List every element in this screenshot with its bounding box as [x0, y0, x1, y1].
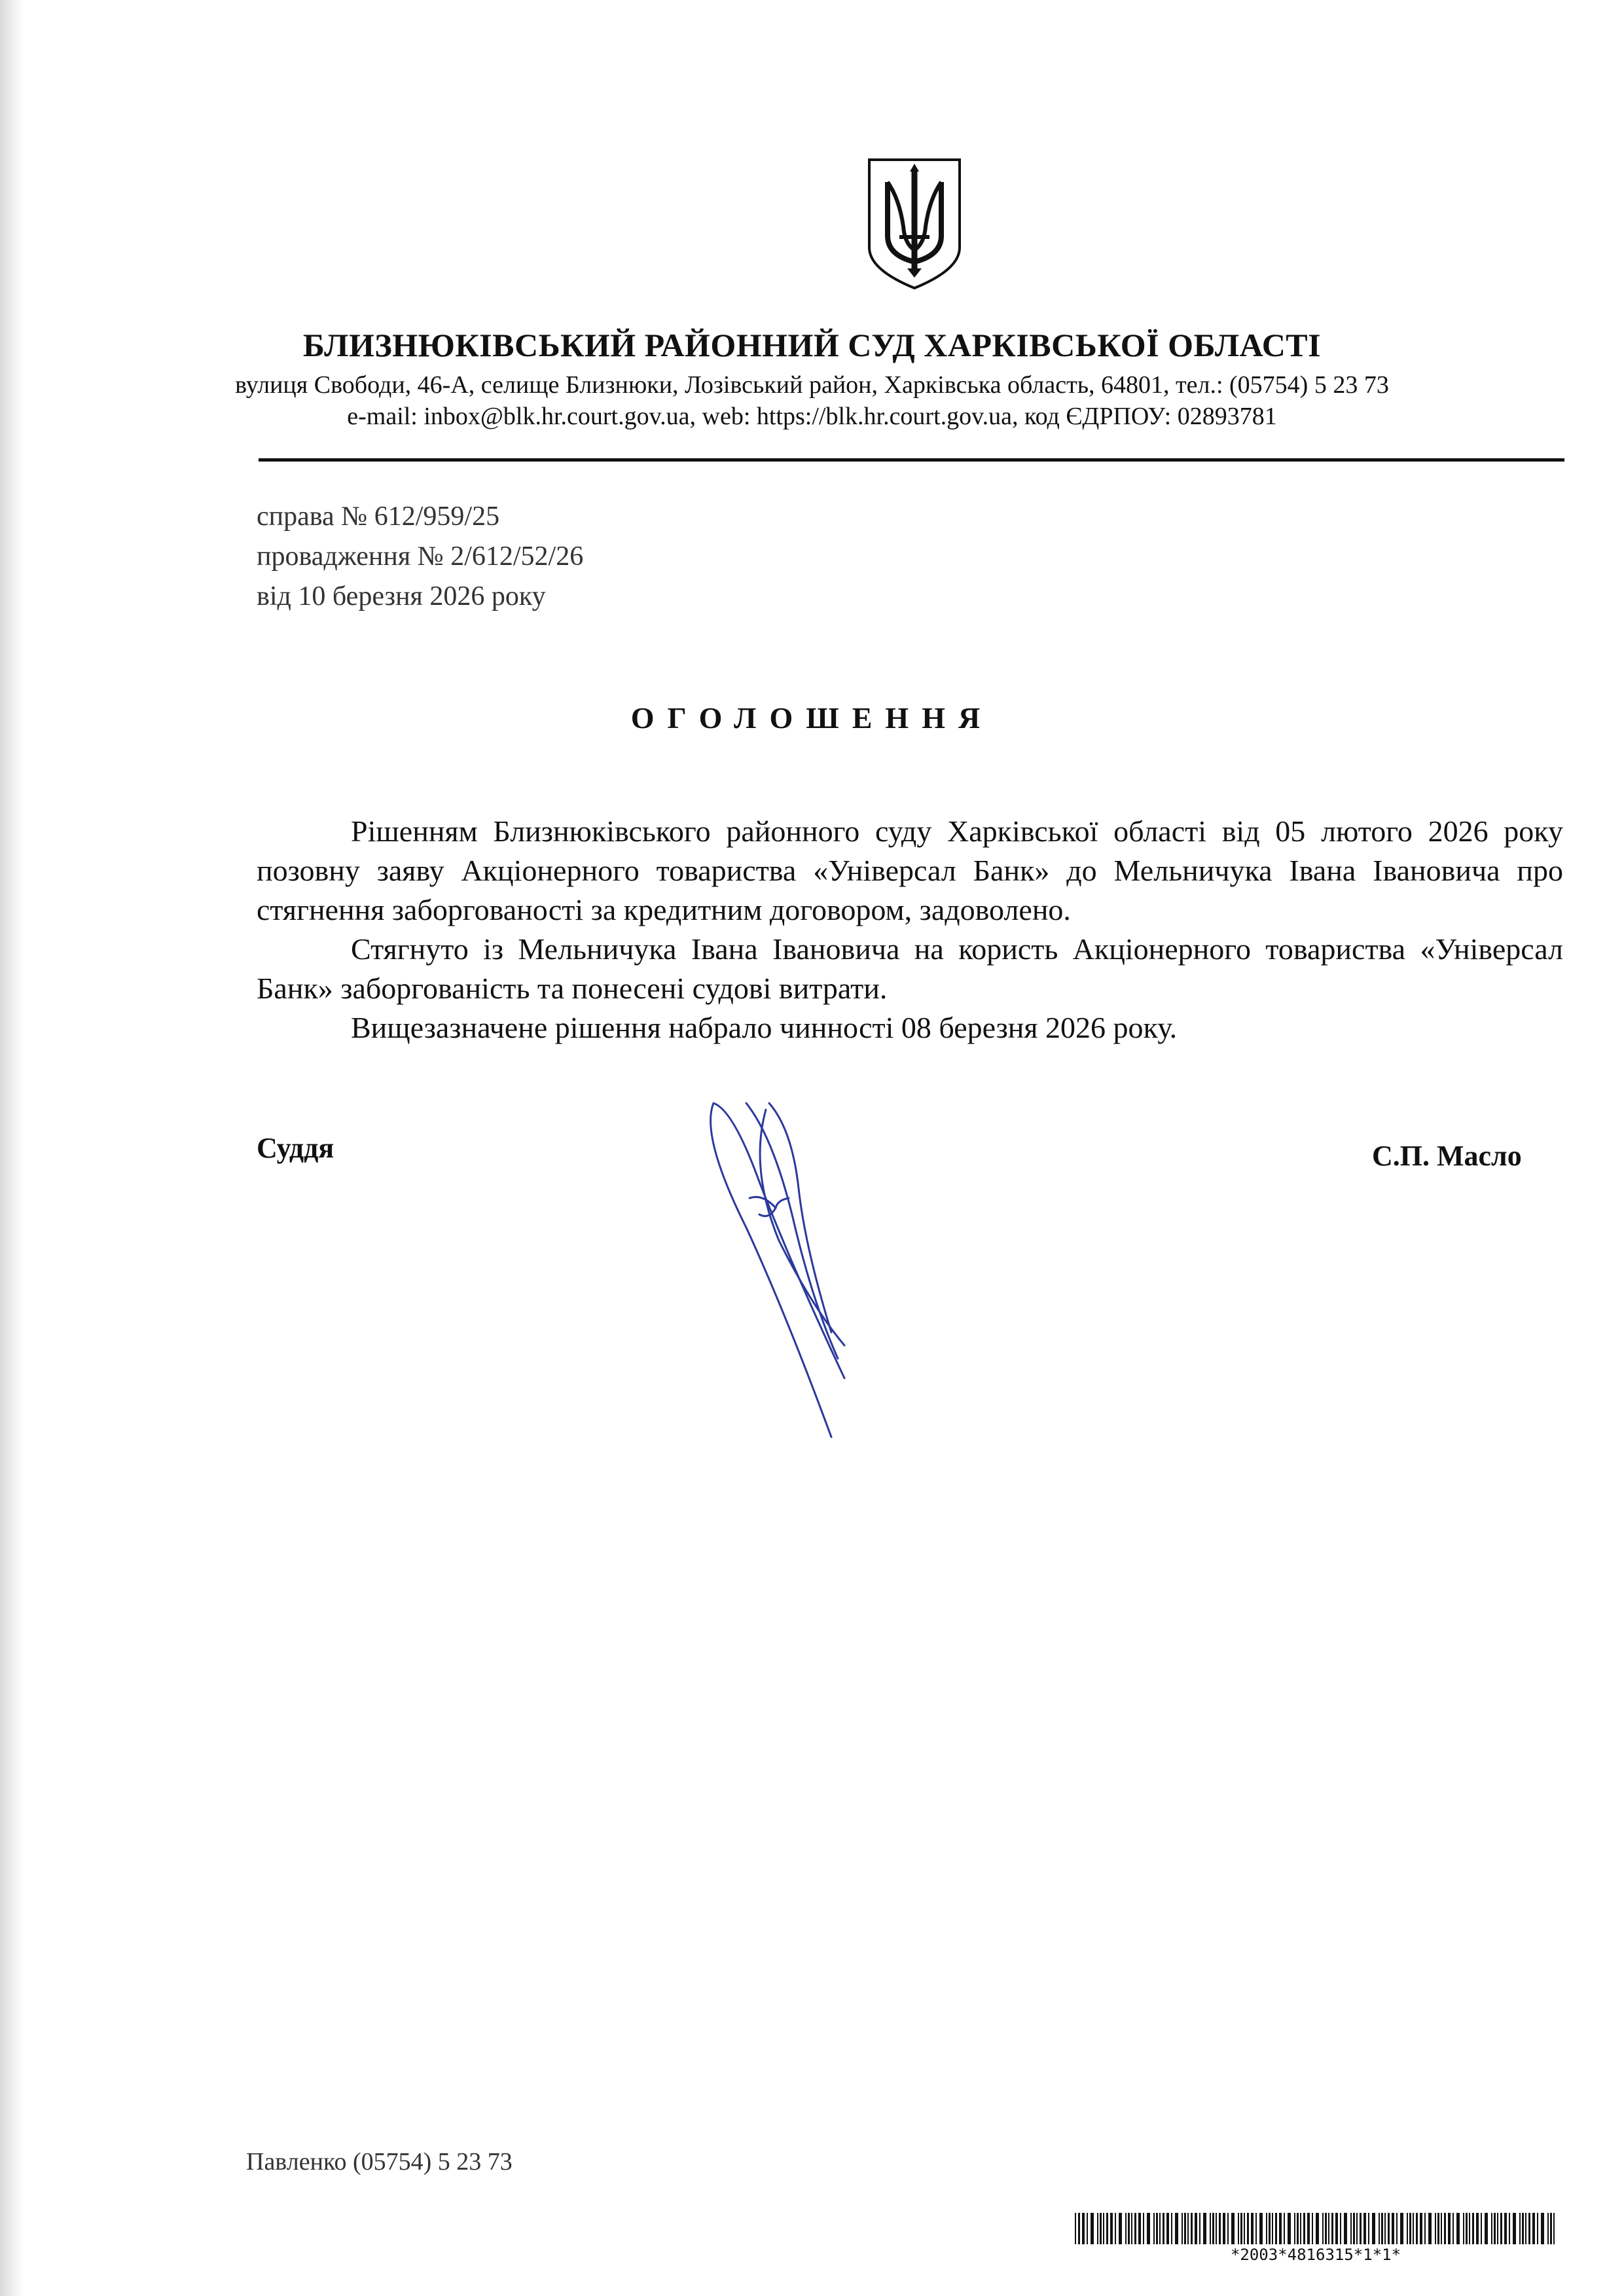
barcode-bar	[1466, 2213, 1468, 2244]
barcode-bar	[1082, 2213, 1085, 2244]
barcode-bar	[1453, 2213, 1454, 2244]
barcode-bar	[1441, 2213, 1442, 2244]
barcode-bar	[1163, 2213, 1164, 2244]
barcode-bar	[1392, 2213, 1394, 2244]
barcode-bar	[1231, 2213, 1235, 2244]
barcode-bar	[1199, 2213, 1200, 2244]
barcode-bar	[1532, 2213, 1535, 2244]
barcode-bar	[1115, 2213, 1116, 2244]
barcode-bar	[1344, 2213, 1347, 2244]
barcode-bar	[1553, 2213, 1555, 2244]
barcode-bar	[1284, 2213, 1285, 2244]
barcode-bar	[1504, 2213, 1507, 2244]
barcode-bar	[1384, 2213, 1386, 2244]
judge-name: С.П. Масло	[1372, 1140, 1522, 1172]
barcode-bar	[1078, 2213, 1080, 2244]
barcode-bar	[1372, 2213, 1375, 2244]
barcode-bar	[1219, 2213, 1221, 2244]
barcode-bar	[1147, 2213, 1150, 2244]
barcode-bar	[1182, 2213, 1183, 2244]
barcode-bar	[1547, 2213, 1549, 2244]
barcode-bar	[1303, 2213, 1305, 2244]
barcode-bar	[1360, 2213, 1362, 2244]
court-contacts: e-mail: inbox@blk.hr.court.gov.ua, web: https://blk.hr.court.gov.ua, код ЄДРПОУ: 02893781	[347, 403, 1277, 430]
barcode-bar	[1106, 2213, 1108, 2244]
case-number: справа № 612/959/25	[257, 501, 500, 532]
barcode-bar	[1463, 2213, 1464, 2244]
barcode-bar	[1131, 2213, 1132, 2244]
barcode-bar	[1128, 2213, 1130, 2244]
barcode-bar	[1238, 2213, 1239, 2244]
barcode-bar	[1103, 2213, 1104, 2244]
barcode-text: *2003*4816315*1*1*	[1230, 2246, 1401, 2264]
barcode-bar	[1134, 2213, 1136, 2244]
barcode-bar	[1472, 2213, 1474, 2244]
barcode-bar	[1388, 2213, 1390, 2244]
barcode-bar	[1485, 2213, 1488, 2244]
barcode-bar	[1491, 2213, 1492, 2244]
barcode-bar	[1240, 2213, 1242, 2244]
barcode-bar	[1138, 2213, 1141, 2244]
executor-contact: Павленко (05754) 5 23 73	[246, 2148, 513, 2176]
barcode-bar	[1307, 2213, 1310, 2244]
barcode-bar	[1437, 2213, 1439, 2244]
barcode-bar	[1297, 2213, 1299, 2244]
barcode-bar	[1379, 2213, 1380, 2244]
barcode-bar	[1143, 2213, 1144, 2244]
barcode-bar	[1195, 2213, 1197, 2244]
barcode-bar	[1456, 2213, 1460, 2244]
barcode-icon	[1074, 2213, 1558, 2244]
barcode-bar	[1363, 2213, 1366, 2244]
barcode-bar	[1428, 2213, 1432, 2244]
barcode-bar	[1368, 2213, 1369, 2244]
barcode-bar	[1316, 2213, 1319, 2244]
barcode-bar	[1279, 2213, 1282, 2244]
barcode-bar	[1528, 2213, 1530, 2244]
barcode-bar	[1171, 2213, 1172, 2244]
barcode-bar	[1251, 2213, 1254, 2244]
barcode-bar	[1091, 2213, 1094, 2244]
barcode-bar	[1335, 2213, 1338, 2244]
barcode-bar	[1525, 2213, 1526, 2244]
barcode-bar	[1413, 2213, 1414, 2244]
court-name: БЛИЗНЮКІВСЬКИЙ РАЙОННИЙ СУД ХАРКІВСЬКОЇ ОБЛАСТІ	[302, 327, 1322, 363]
barcode-bar	[1416, 2213, 1418, 2244]
barcode-bar	[1110, 2213, 1113, 2244]
barcode-bar	[1350, 2213, 1352, 2244]
barcode-bar	[1409, 2213, 1411, 2244]
barcode-bar	[1269, 2213, 1271, 2244]
barcode-bar	[1255, 2213, 1257, 2244]
barcode-bar	[1322, 2213, 1324, 2244]
barcode-bar	[1500, 2213, 1502, 2244]
barcode-bar	[1100, 2213, 1102, 2244]
barcode-bar	[1448, 2213, 1451, 2244]
barcode-bar	[1275, 2213, 1277, 2244]
barcode-bar	[1396, 2213, 1398, 2244]
barcode-bar	[1153, 2213, 1155, 2244]
document-date: від 10 березня 2026 року	[257, 581, 546, 611]
barcode-bar	[1476, 2213, 1479, 2244]
header-divider	[259, 458, 1564, 462]
barcode-bar	[1381, 2213, 1383, 2244]
barcode-bar	[1300, 2213, 1301, 2244]
proceeding-number: провадження № 2/612/52/26	[257, 541, 584, 572]
barcode-bar	[1537, 2213, 1538, 2244]
handwritten-signature	[694, 1084, 890, 1463]
barcode-bar	[1497, 2213, 1498, 2244]
barcode-bar	[1075, 2213, 1076, 2244]
barcode-bar	[1353, 2213, 1355, 2244]
barcode-bar	[1191, 2213, 1193, 2244]
barcode-bar	[1522, 2213, 1524, 2244]
body-paragraph: Вищезазначене рішення набрало чинності 08 березня 2026 року.	[351, 1011, 1178, 1044]
barcode-bar	[1210, 2213, 1211, 2244]
barcode-bar	[1184, 2213, 1186, 2244]
barcode-bar	[1125, 2213, 1127, 2244]
barcode-bar	[1420, 2213, 1422, 2244]
barcode-bar	[1156, 2213, 1158, 2244]
barcode-bar	[1550, 2213, 1552, 2244]
barcode-bar	[1356, 2213, 1358, 2244]
announcement-body	[257, 812, 1563, 1048]
barcode-bar	[1288, 2213, 1291, 2244]
barcode-bar	[1494, 2213, 1496, 2244]
barcode-bar	[1541, 2213, 1544, 2244]
barcode-bar	[1166, 2213, 1169, 2244]
court-address: вулиця Свободи, 46-А, селище Близнюки, Лозівський район, Харківська область, 64801, тел.: (05754) 5 23 73	[235, 371, 1389, 399]
barcode-bar	[1294, 2213, 1295, 2244]
barcode-bar	[1509, 2213, 1510, 2244]
barcode-bar	[1312, 2213, 1313, 2244]
barcode-bar	[1097, 2213, 1098, 2244]
barcode-bar	[1216, 2213, 1217, 2244]
barcode-bar	[1407, 2213, 1408, 2244]
ukraine-trident-icon	[865, 157, 964, 291]
barcode-bar	[1435, 2213, 1436, 2244]
judge-label: Суддя	[257, 1132, 334, 1164]
barcode-bar	[1519, 2213, 1521, 2244]
barcode-bar	[1212, 2213, 1214, 2244]
announcement-title: ОГОЛОШЕННЯ	[630, 701, 994, 735]
barcode-bar	[1513, 2213, 1516, 2244]
body-paragraph: Рішенням Близнюківського районного суду Харківської області від 05 лютого 2026 року позовну заяву Акціонерного товариства «Універсал Банк» до Мельничука Івана Івановича про стягнення заборгованості за кредитним договором, задоволено.	[257, 814, 1563, 926]
barcode-bar	[1159, 2213, 1161, 2244]
barcode-bar	[1087, 2213, 1088, 2244]
barcode-bar	[1223, 2213, 1225, 2244]
barcode-bar	[1187, 2213, 1189, 2244]
barcode-bar	[1469, 2213, 1470, 2244]
barcode-bar	[1325, 2213, 1327, 2244]
barcode-bar	[1481, 2213, 1482, 2244]
barcode-bar	[1444, 2213, 1446, 2244]
barcode-bar	[1227, 2213, 1229, 2244]
barcode-bar	[1424, 2213, 1426, 2244]
barcode-bar	[1244, 2213, 1245, 2244]
barcode-bar	[1328, 2213, 1329, 2244]
barcode-bar	[1272, 2213, 1273, 2244]
barcode-bar	[1400, 2213, 1403, 2244]
barcode-bar	[1340, 2213, 1341, 2244]
barcode-bar	[1259, 2213, 1263, 2244]
body-paragraph: Стягнуто із Мельничука Івана Івановича на користь Акціонерного товариства «Універсал Банк» заборгованість та понесені судові витрати.	[257, 932, 1563, 1005]
barcode-bar	[1331, 2213, 1333, 2244]
barcode-bar	[1266, 2213, 1267, 2244]
barcode-bar	[1119, 2213, 1122, 2244]
barcode-bar	[1203, 2213, 1206, 2244]
barcode-bar	[1247, 2213, 1249, 2244]
barcode-bar	[1175, 2213, 1178, 2244]
